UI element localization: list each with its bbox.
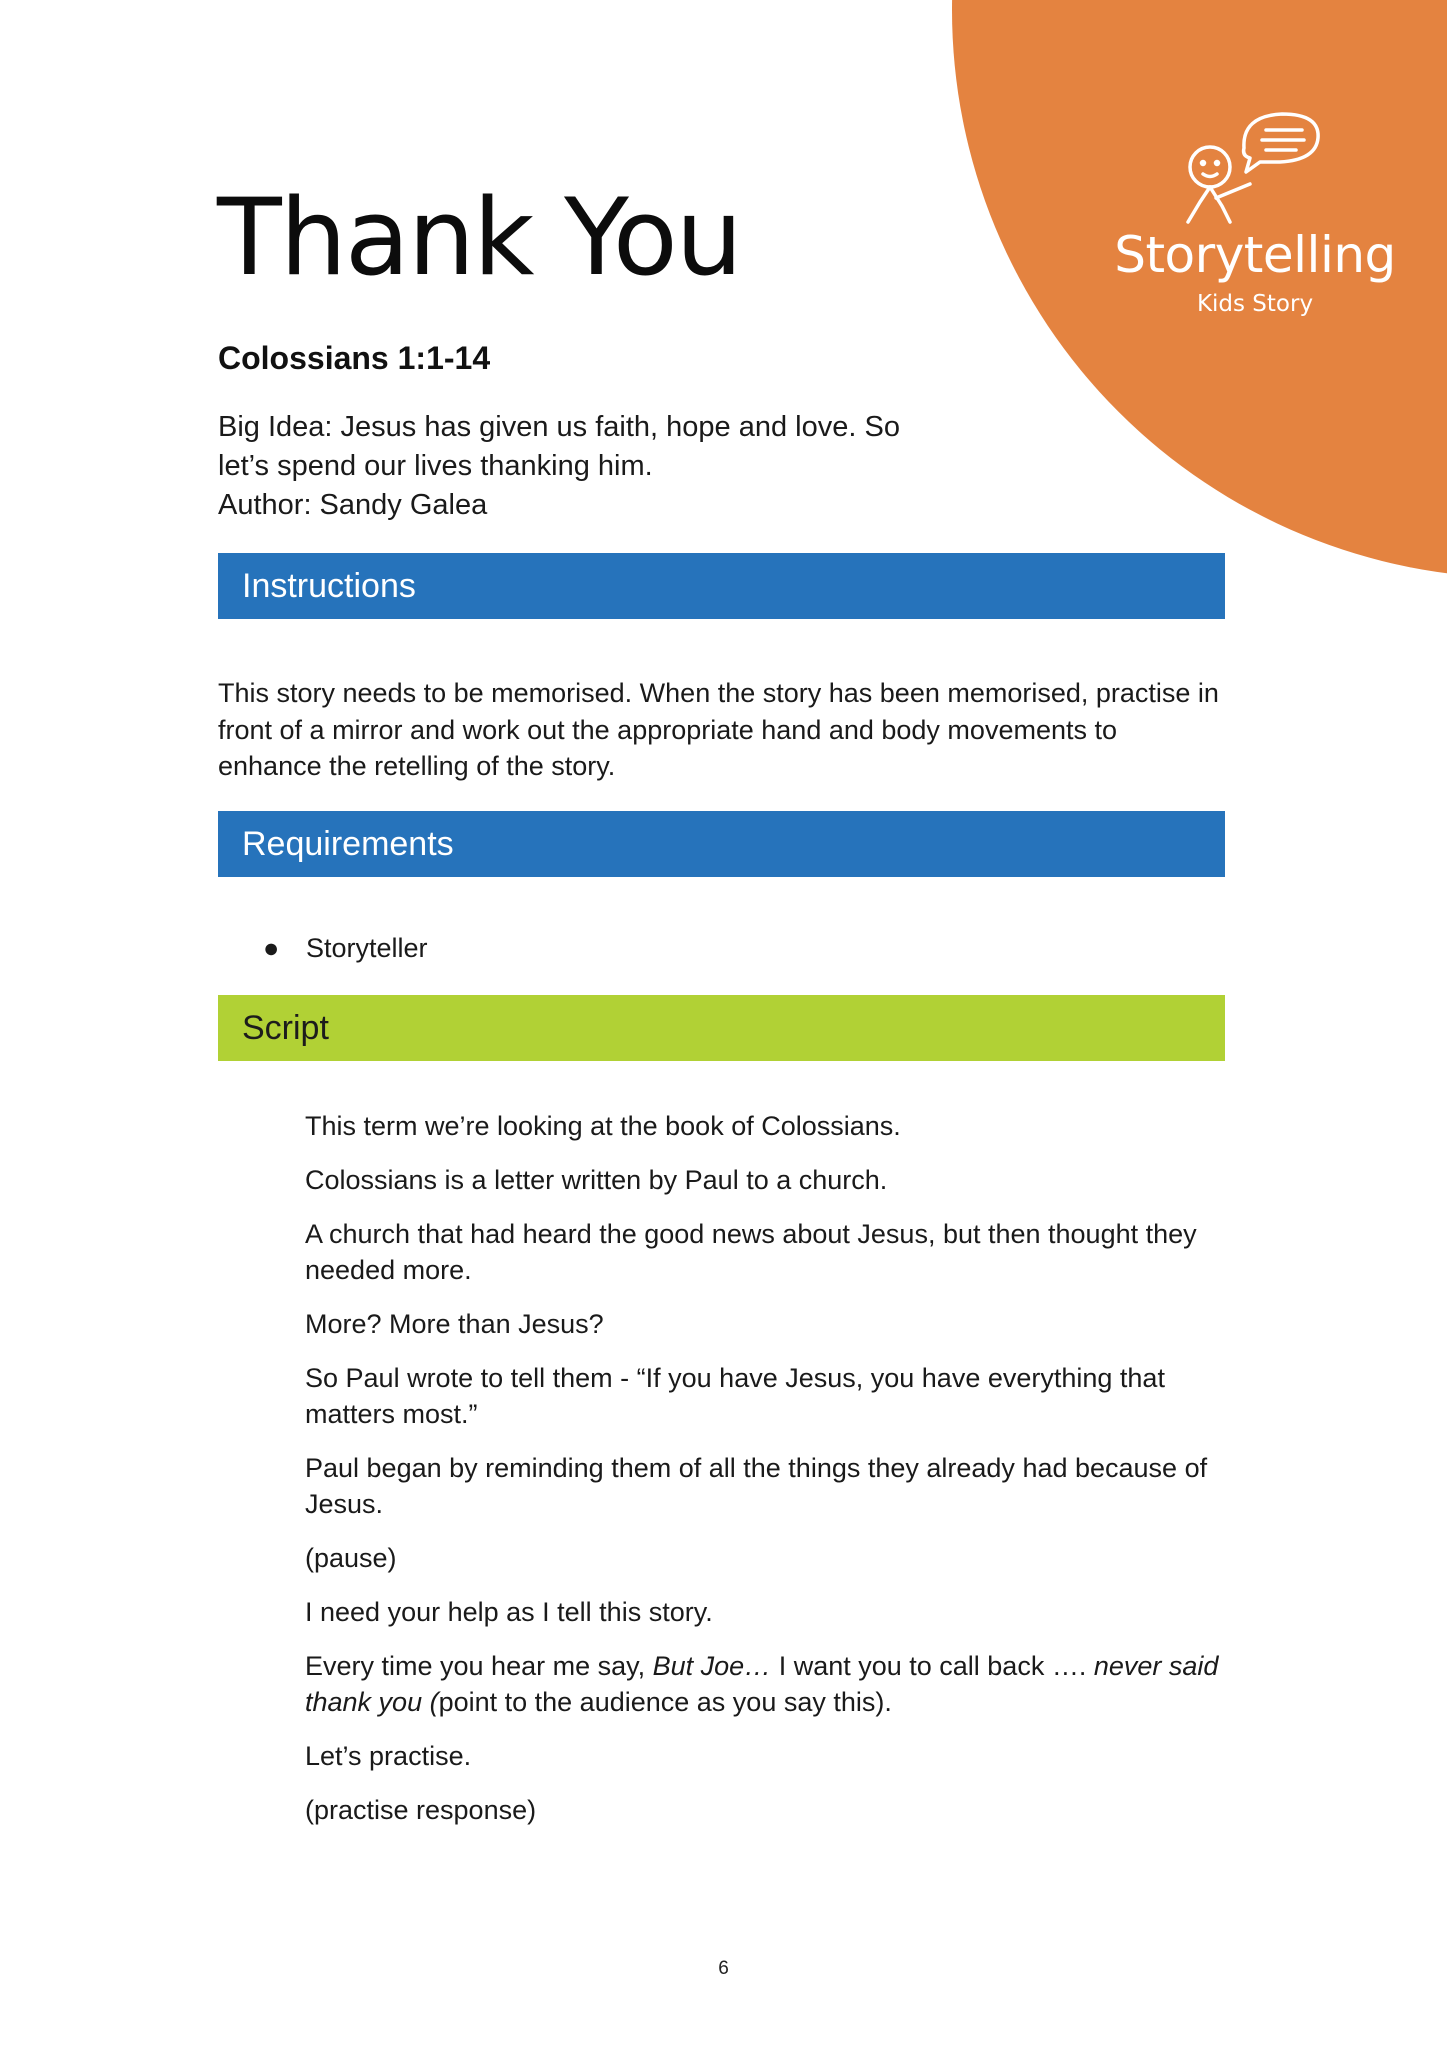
bible-reference: Colossians 1:1-14 [218,340,491,376]
list-item [218,930,428,966]
script-line: (practise response) [305,1795,537,1825]
script-line: Let’s practise. [305,1741,472,1771]
callback-cue: But Joe… [652,1651,772,1681]
callback-text: I want you to call back …. [771,1651,1094,1681]
script-line: (pause) [305,1543,397,1573]
script-line: More? More than Jesus? [305,1309,604,1339]
page-number: 6 [718,1958,729,1979]
instructions-heading: Instructions [218,553,1225,619]
storytelling-logo [1105,110,1405,330]
callback-response: never said thank you ( [305,1651,1219,1717]
script-line: Paul began by reminding them of all the things they already had because of Jesus. [305,1453,1208,1519]
bullet-icon: ● [263,933,280,963]
script-line: I need your help as I tell this story. [305,1597,713,1627]
big-idea-block [218,408,938,525]
storyteller-speech-bubble-icon [1180,110,1330,225]
big-idea-line: Big Idea: Jesus has given us faith, hope and love. So [218,411,900,443]
requirements-list [218,930,428,966]
callback-text: point to the audience as you say this). [438,1687,892,1717]
logo-title: Storytelling [1114,226,1396,284]
author-line: Author: Sandy Galea [218,489,488,521]
callback-text: Every time you hear me say, [305,1651,653,1681]
script-line: A church that had heard the good news about Jesus, but then thought they needed more. [305,1219,1197,1285]
big-idea-line: let’s spend our lives thanking him. [218,450,653,482]
script-line: Colossians is a letter written by Paul to a church. [305,1165,888,1195]
script-body [305,1108,1220,1846]
page-title: Thank You [217,176,741,299]
logo-subtitle: Kids Story [1196,291,1314,317]
requirements-heading: Requirements [218,811,1225,877]
instructions-text: This story needs to be memorised. When the story has been memorised, practise in front of a mirror and work out the appropriate hand and body movements to enhance the retelling of the story. [218,678,1219,781]
script-callback-line [305,1648,1220,1720]
script-line: So Paul wrote to tell them - “If you have Jesus, you have everything that matters most.” [305,1363,1165,1429]
script-heading: Script [218,995,1225,1061]
requirement-label: Storyteller [306,933,428,963]
script-line: This term we’re looking at the book of Colossians. [305,1111,901,1141]
